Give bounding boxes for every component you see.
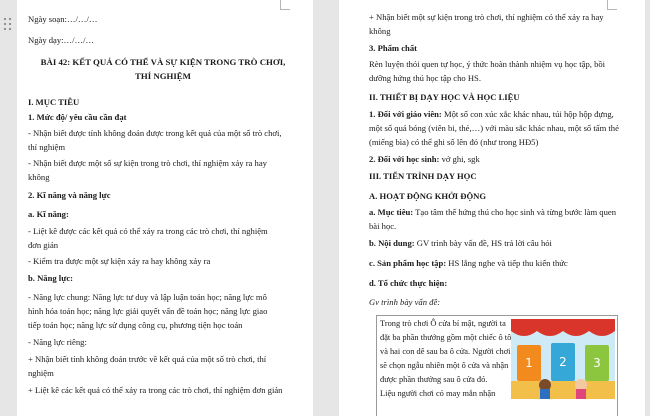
drag-handle-icon[interactable]: [4, 18, 14, 32]
text-line: đặt ba phần thưởng gồm một chiếc ô tô: [380, 333, 512, 342]
text-line: Trong trò chơi Ô cửa bí mật, người ta: [380, 319, 506, 328]
text-line: - Nhận biết được tính không đoán được trong kết quả của một số trò chơi,: [28, 128, 282, 138]
lesson-title-cont: THÍ NGHIỆM: [135, 71, 191, 81]
text-goal: Tạo tâm thế hứng thú cho học sinh và từng bước làm quen: [413, 207, 617, 217]
lesson-title: BÀI 42: KẾT QUẢ CÓ THỂ VÀ SỰ KIỆN TRONG TRÒ CHƠI,: [40, 57, 286, 67]
text-line: - Năng lực riêng:: [28, 337, 87, 347]
text-line: nghiệm: [28, 368, 54, 378]
text-line: - Năng lực chung: Năng lực tư duy và lập luận toán học; năng lực mô: [28, 292, 267, 302]
label-content: b. Nội dung:: [369, 238, 415, 248]
text-line: + Nhận biết một sự kiện trong trò chơi, thí nghiệm có thể xảy ra hay: [369, 12, 604, 22]
text-line: (miếng bìa) có thể ghi số lên đó (như trong HĐ5): [369, 137, 539, 147]
label-teacher: 1. Đối với giáo viên:: [369, 109, 442, 119]
text-line: sẽ chọn ngẫu nhiên một ô cửa và nhận: [380, 361, 509, 370]
label-goal: a. Mục tiêu:: [369, 207, 414, 217]
problem-text-box: [376, 315, 618, 416]
date-prepare: Ngày soạn:…/…/…: [28, 14, 98, 24]
document-page-left: [17, 0, 313, 416]
text-line: không: [369, 26, 391, 36]
margin-corner-mark: [607, 0, 617, 10]
text-line: một số quả bóng (viên bi, thẻ,…) với màu sắc khác nhau, một số tấm thẻ: [369, 123, 619, 133]
text-line: [369, 258, 568, 268]
heading-objectives: I. MỤC TIÊU: [28, 97, 80, 107]
heading-process: III. TIẾN TRÌNH DẠY HỌC: [369, 171, 477, 181]
text-line: - Liệt kê được các kết quả có thể xảy ra trong các trò chơi, thí nghiệm: [28, 226, 268, 236]
margin-corner-mark: [280, 0, 290, 10]
text-line: [369, 109, 614, 119]
heading-skills: 2. Kĩ năng và năng lực: [28, 190, 111, 200]
heading-organization: d. Tổ chức thực hiện:: [369, 278, 448, 288]
heading-quality: 3. Phẩm chất: [369, 43, 417, 53]
heading-level: 1. Mức độ/ yêu cầu cần đạt: [28, 112, 127, 122]
text-line: Liệu người chơi có may mắn nhận: [380, 389, 496, 398]
text-line: và hai con dê sau ba ô cửa. Người chơi: [380, 347, 511, 356]
text-line: tiếp toán học; năng lực sử dụng công cụ, phương tiện học toán: [28, 320, 243, 330]
text-line: bài học.: [369, 221, 397, 231]
text-line: [369, 154, 480, 164]
text-line: + Liệt kê các kết quả có thể xảy ra trong các trò chơi, thí nghiệm đơn giản: [28, 385, 283, 395]
label-product: c. Sản phẩm học tập:: [369, 258, 447, 268]
text-line: [369, 238, 552, 248]
text-line: được phần thưởng sau ô cửa đó.: [380, 375, 488, 384]
text-product: HS lắng nghe và tiếp thu kiến thức: [446, 258, 568, 268]
page-gutter: [313, 0, 339, 416]
text-line: Rèn luyện thói quen tự học, ý thức hoàn thành nhiệm vụ học tập, bồi: [369, 59, 606, 69]
heading-skill-a: a. Kĩ năng:: [28, 209, 69, 219]
label-student: 2. Đối với học sinh:: [369, 154, 440, 164]
text-line: đơn giản: [28, 240, 59, 250]
text-line: hình hóa toán học; năng lực giải quyết vấn đề toán học; năng lực giao: [28, 306, 268, 316]
heading-activity-a: A. HOẠT ĐỘNG KHỞI ĐỘNG: [369, 191, 487, 201]
svg-text:3: 3: [593, 356, 601, 370]
text-content: GV trình bày vấn đề, HS trả lời câu hỏi: [414, 238, 552, 248]
text-line: thí nghiệm: [28, 142, 65, 152]
text-teacher: Một số con xúc xắc khác nhau, túi hộp hộp đựng,: [441, 109, 614, 119]
document-page-right: [339, 0, 645, 416]
text-line: dưỡng hứng thú học tập cho HS.: [369, 73, 481, 83]
text-line: - Nhận biết được một số sự kiện trong trò chơi, thí nghiệm xảy ra hay: [28, 158, 267, 168]
text-student: vở ghi, sgk: [439, 154, 480, 164]
text-line: + Nhận biết tính không đoán trước về kết quả của một số trò chơi, thí: [28, 354, 267, 364]
text-line: - Kiểm tra được một sự kiện xảy ra hay không xảy ra: [28, 256, 211, 266]
heading-equipment: II. THIẾT BỊ DẠY HỌC VÀ HỌC LIỆU: [369, 92, 520, 102]
text-line: Gv trình bày vấn đề:: [369, 297, 441, 307]
heading-skill-b: b. Năng lực:: [28, 273, 74, 283]
game-show-illustration: [511, 319, 615, 399]
svg-text:2: 2: [559, 355, 567, 369]
text-line: không: [28, 172, 50, 182]
svg-text:1: 1: [525, 356, 533, 370]
text-line: [369, 207, 616, 217]
date-teach: Ngày dạy:…/…/…: [28, 35, 95, 45]
